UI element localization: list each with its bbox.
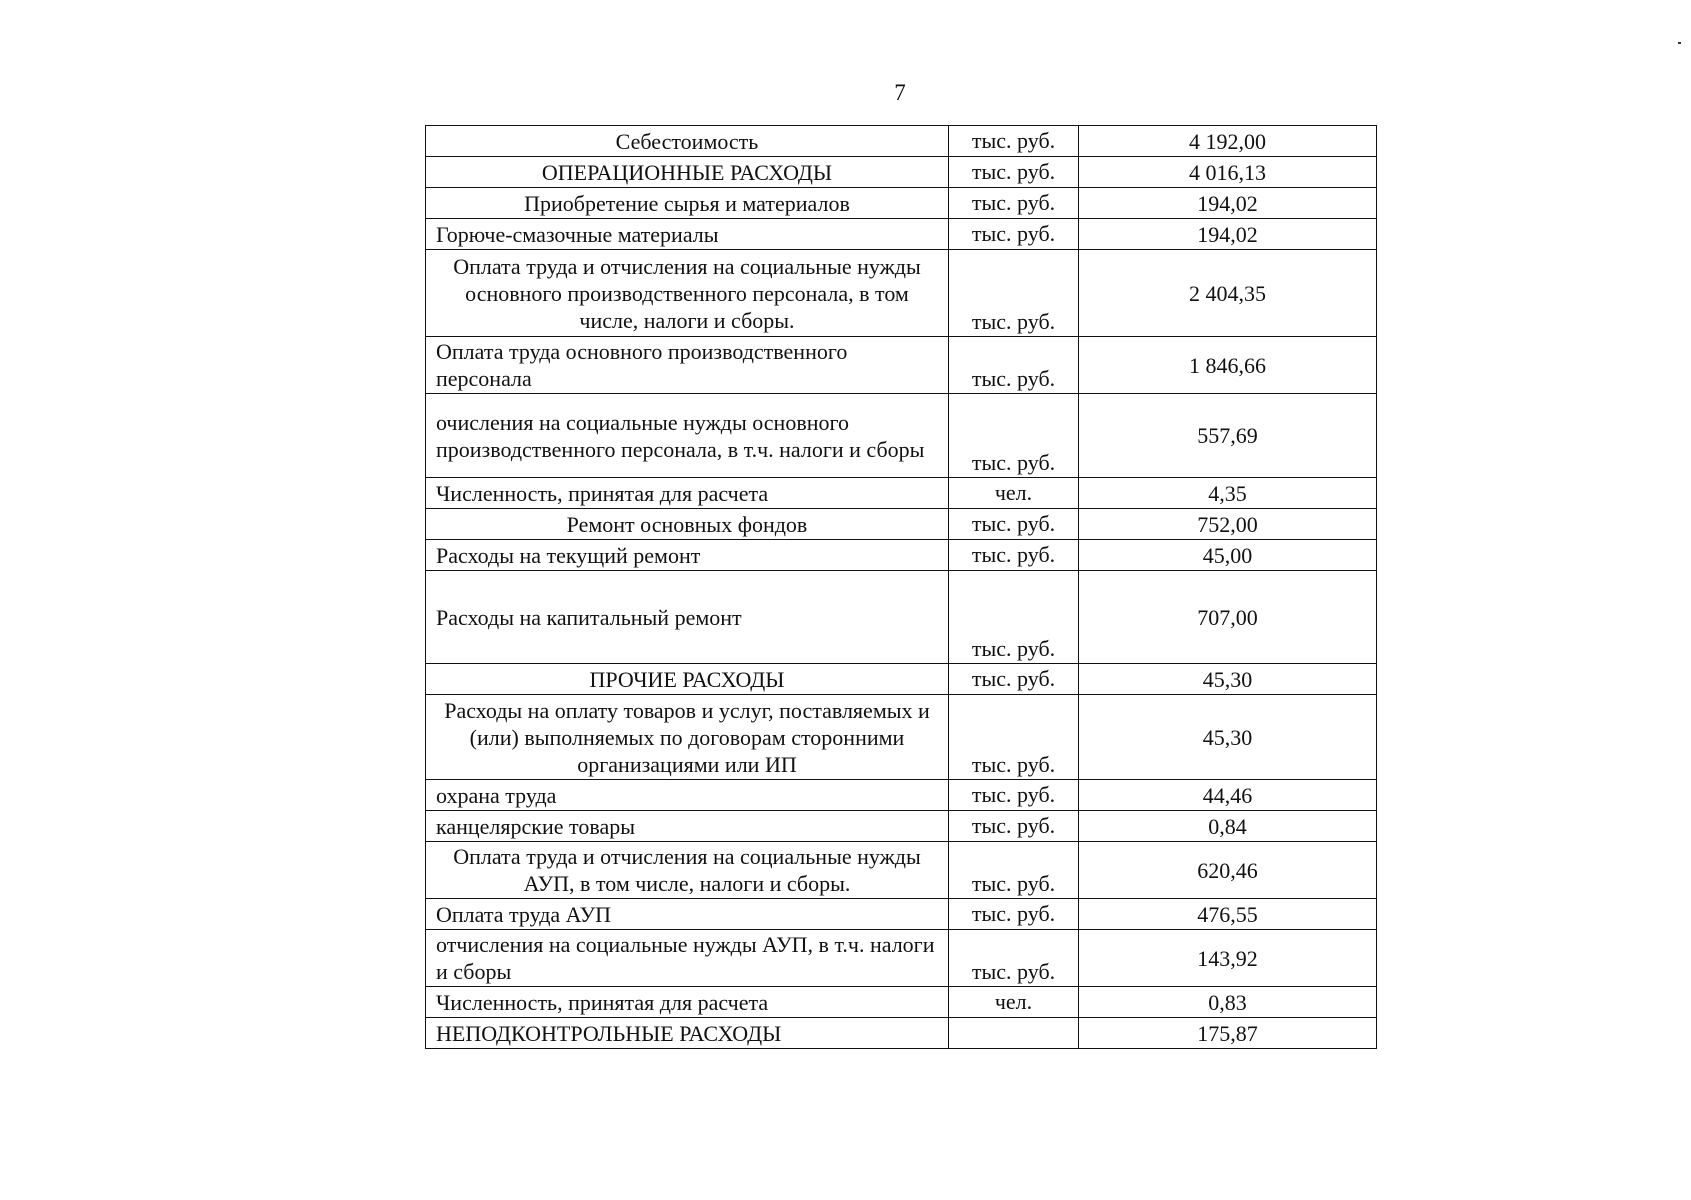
item-name-cell: охрана труда [426, 780, 949, 811]
item-name-cell: Оплата труда АУП [426, 899, 949, 930]
cost-table-body [426, 126, 1377, 1049]
cost-table [425, 125, 1377, 1049]
unit-cell: тыс. руб. [949, 126, 1079, 157]
value-cell: 4 192,00 [1079, 126, 1377, 157]
item-name-cell: очисления на социальные нужды основного производственного персонала, в т.ч. налоги и сборы [426, 394, 949, 478]
scan-mark [1678, 42, 1681, 44]
value-cell: 2 404,35 [1079, 250, 1377, 337]
unit-cell: тыс. руб. [949, 842, 1079, 899]
item-name-cell: Численность, принятая для расчета [426, 987, 949, 1018]
unit-cell: тыс. руб. [949, 188, 1079, 219]
table-row [426, 780, 1377, 811]
table-row [426, 509, 1377, 540]
item-name-cell: отчисления на социальные нужды АУП, в т.ч. налоги и сборы [426, 930, 949, 987]
item-name-cell: Приобретение сырья и материалов [426, 188, 949, 219]
table-row [426, 987, 1377, 1018]
value-cell: 476,55 [1079, 899, 1377, 930]
value-cell: 44,46 [1079, 780, 1377, 811]
item-name-cell: ОПЕРАЦИОННЫЕ РАСХОДЫ [426, 157, 949, 188]
table-row [426, 394, 1377, 478]
unit-cell: тыс. руб. [949, 337, 1079, 394]
item-name-cell: Горюче-смазочные материалы [426, 219, 949, 250]
item-name-cell: Себестоимость [426, 126, 949, 157]
item-name-cell: Оплата труда и отчисления на социальные нужды АУП, в том числе, налоги и сборы. [426, 842, 949, 899]
item-name-cell: Оплата труда основного производственного персонала [426, 337, 949, 394]
table-row [426, 842, 1377, 899]
unit-cell: тыс. руб. [949, 571, 1079, 664]
table-row [426, 540, 1377, 571]
table-row [426, 188, 1377, 219]
item-name-cell: Ремонт основных фондов [426, 509, 949, 540]
value-cell: 45,30 [1079, 695, 1377, 780]
unit-cell: тыс. руб. [949, 219, 1079, 250]
unit-cell: тыс. руб. [949, 250, 1079, 337]
value-cell: 45,30 [1079, 664, 1377, 695]
table-row [426, 899, 1377, 930]
unit-cell: тыс. руб. [949, 899, 1079, 930]
table-row [426, 930, 1377, 987]
value-cell: 45,00 [1079, 540, 1377, 571]
unit-cell: тыс. руб. [949, 540, 1079, 571]
value-cell: 143,92 [1079, 930, 1377, 987]
value-cell: 4,35 [1079, 478, 1377, 509]
value-cell: 194,02 [1079, 188, 1377, 219]
value-cell: 557,69 [1079, 394, 1377, 478]
value-cell: 194,02 [1079, 219, 1377, 250]
table-row [426, 250, 1377, 337]
table-row [426, 695, 1377, 780]
table-row [426, 126, 1377, 157]
item-name-cell: канцелярские товары [426, 811, 949, 842]
table-row [426, 219, 1377, 250]
table-row [426, 157, 1377, 188]
value-cell: 752,00 [1079, 509, 1377, 540]
unit-cell: тыс. руб. [949, 664, 1079, 695]
unit-cell: тыс. руб. [949, 811, 1079, 842]
unit-cell: чел. [949, 478, 1079, 509]
table-row [426, 1018, 1377, 1049]
table-row [426, 478, 1377, 509]
unit-cell: чел. [949, 987, 1079, 1018]
table-row [426, 337, 1377, 394]
unit-cell: тыс. руб. [949, 509, 1079, 540]
unit-cell [949, 1018, 1079, 1049]
item-name-cell: Расходы на оплату товаров и услуг, поставляемых и (или) выполняемых по договорам сторонними организациями или ИП [426, 695, 949, 780]
value-cell: 0,83 [1079, 987, 1377, 1018]
table-row [426, 664, 1377, 695]
value-cell: 707,00 [1079, 571, 1377, 664]
unit-cell: тыс. руб. [949, 157, 1079, 188]
value-cell: 620,46 [1079, 842, 1377, 899]
unit-cell: тыс. руб. [949, 695, 1079, 780]
value-cell: 4 016,13 [1079, 157, 1377, 188]
page-number: 7 [894, 80, 906, 105]
item-name-cell: Оплата труда и отчисления на социальные нужды основного производственного персонала, в том числе, налоги и сборы. [426, 250, 949, 337]
value-cell: 175,87 [1079, 1018, 1377, 1049]
unit-cell: тыс. руб. [949, 930, 1079, 987]
unit-cell: тыс. руб. [949, 394, 1079, 478]
table-row [426, 811, 1377, 842]
item-name-cell: Численность, принятая для расчета [426, 478, 949, 509]
table-row [426, 571, 1377, 664]
value-cell: 0,84 [1079, 811, 1377, 842]
unit-cell: тыс. руб. [949, 780, 1079, 811]
value-cell: 1 846,66 [1079, 337, 1377, 394]
item-name-cell: НЕПОДКОНТРОЛЬНЫЕ РАСХОДЫ [426, 1018, 949, 1049]
item-name-cell: ПРОЧИЕ РАСХОДЫ [426, 664, 949, 695]
item-name-cell: Расходы на текущий ремонт [426, 540, 949, 571]
item-name-cell: Расходы на капитальный ремонт [426, 571, 949, 664]
